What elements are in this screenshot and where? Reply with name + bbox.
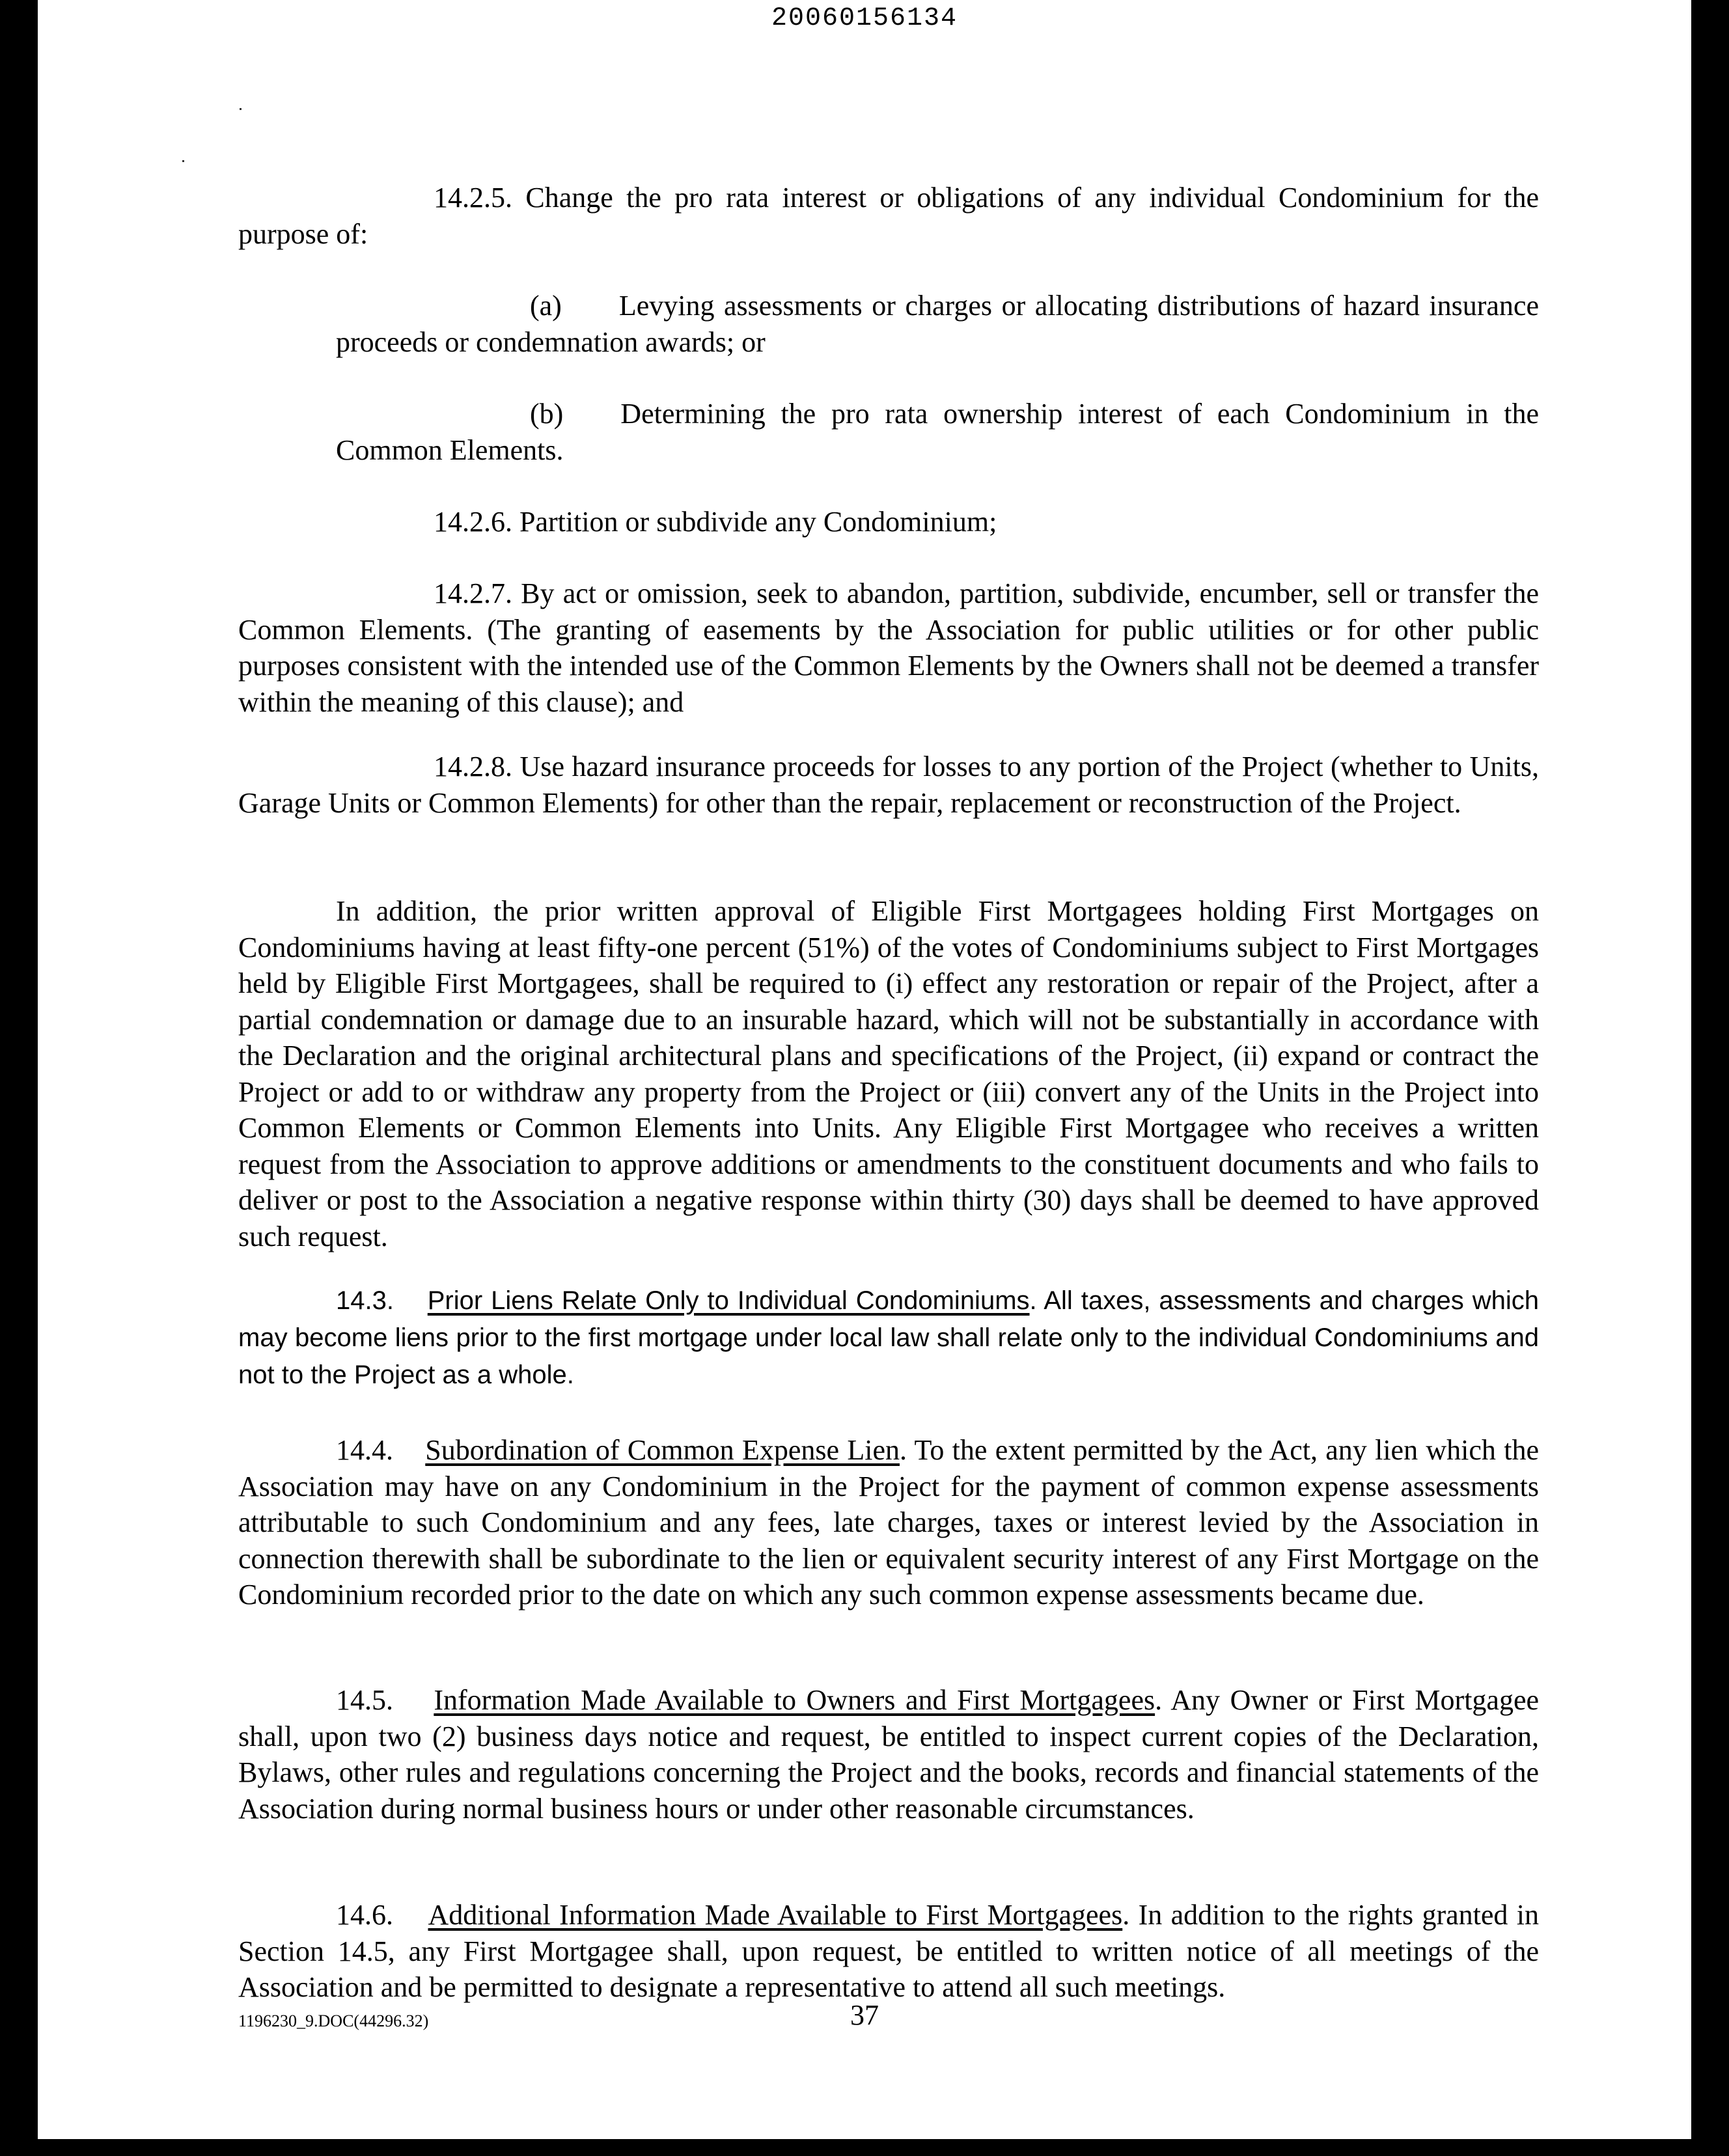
section-heading: Additional Information Made Available to First Mortgagees	[428, 1899, 1123, 1931]
page-number: 37	[850, 1999, 879, 2031]
paragraph-14-5	[238, 1682, 1539, 1827]
footer-document-id: 1196230_9.DOC(44296.32)	[238, 2011, 429, 2030]
section-body: . To the extent permitted by the Act, any lien which the Association may have on any Condominium in the Project for the payment of common expense assessments attributable to such Condominium and any fees, late charges, taxes or interest levied by the Association in connection therewith shall be subordinate to the lien or equivalent security interest of any First Mortgage on the Condominium recorded prior to the date on which any such common expense assessments became due.	[238, 1434, 1540, 1610]
paragraph-14-6	[238, 1897, 1539, 2006]
paragraph-14-2-8: 14.2.8. Use hazard insurance proceeds for losses to any portion of the Project (whether to Units, Garage Units or Common Elements) for other than the repair, replacement or reconstruction of the Project.	[238, 751, 1539, 819]
section-heading: Prior Liens Relate Only to Individual Condominiums	[427, 1286, 1030, 1315]
section-number: 14.6.	[336, 1899, 393, 1931]
document-number: 20060156134	[771, 4, 958, 33]
paragraph-14-2-5: 14.2.5. Change the pro rata interest or obligations of any individual Condominium for the purpose of:	[238, 182, 1539, 250]
section-body: . In addition to the rights granted in Section 14.5, any First Mortgagee shall, upon request, be entitled to written notice of all meetings of the Association and be permitted to designate a representative to attend all such meetings.	[238, 1899, 1540, 2003]
section-heading: Information Made Available to Owners and First Mortgagees	[434, 1684, 1155, 1716]
paragraph-14-2-5-b: (b) Determining the pro rata ownership interest of each Condominium in the Common Elements.	[336, 398, 1539, 466]
paragraph-14-2-5-a: (a) Levying assessments or charges or allocating distributions of hazard insurance proceeds or condemnation awards; or	[336, 290, 1539, 358]
section-number: 14.5.	[336, 1684, 393, 1716]
document-page	[38, 0, 1691, 2139]
section-body: . Any Owner or First Mortgagee shall, upon two (2) business days notice and request, be entitled to inspect current copies of the Declaration, Bylaws, other rules and regulations concerning the Project and the books, records and financial statements of the Association during normal business hours or under other reasonable circumstances.	[238, 1684, 1540, 1825]
paragraph-14-4	[238, 1432, 1539, 1613]
paragraph-14-2-7: 14.2.7. By act or omission, seek to abandon, partition, subdivide, encumber, sell or transfer the Common Elements. (The granting of easements by the Association for public utilities or for other public purposes consistent with the intended use of the Common Elements by the Owners shall not be deemed a transfer within the meaning of this clause); and	[238, 577, 1539, 718]
paragraph-14-3	[238, 1282, 1539, 1394]
scan-speck	[182, 160, 184, 162]
section-number: 14.3.	[336, 1286, 394, 1315]
section-body: . All taxes, assessments and charges which may become liens prior to the first mortgage under local law shall relate only to the individual Condominiums and not to the Project as a whole.	[238, 1286, 1539, 1389]
section-number: 14.4.	[336, 1434, 393, 1466]
section-heading: Subordination of Common Expense Lien	[425, 1434, 900, 1466]
paragraph-14-2-6: 14.2.6. Partition or subdivide any Condominium;	[434, 506, 997, 538]
paragraph-in-addition: In addition, the prior written approval of Eligible First Mortgagees holding First Mortgages on Condominiums having at least fifty-one percent (51%) of the votes of Condominiums subject to First Mortgages held by Eligible First Mortgagees, shall be required to (i) effect any restoration or repair of the Project, after a partial condemnation or damage due to an insurable hazard, which will not be substantially in accordance with the Declaration and the original architectural plans and specifications of the Project, (ii) expand or contract the Project or add to or withdraw any property from the Project or (iii) convert any of the Units in the Project into Common Elements or Common Elements into Units. Any Eligible First Mortgagee who receives a written request from the Association to approve additions or amendments to the constituent documents and who fails to deliver or post to the Association a negative response within thirty (30) days shall be deemed to have approved such request.	[238, 895, 1539, 1252]
scan-speck	[240, 108, 242, 110]
